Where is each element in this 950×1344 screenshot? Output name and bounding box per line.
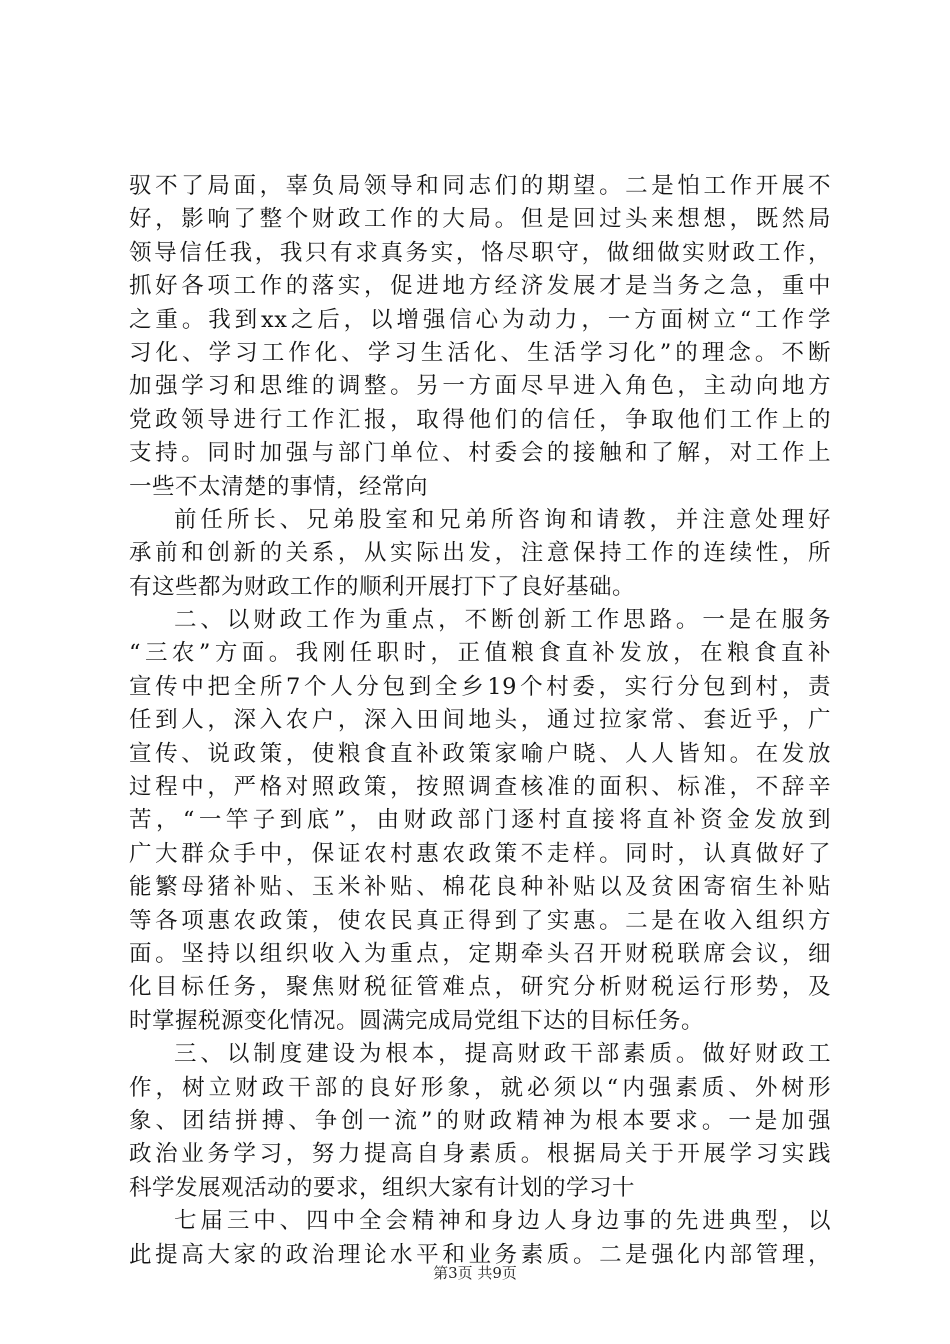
text-line: 科学发展观活动的要求，组织大家有计划的学习十 xyxy=(129,1174,636,1201)
text-line: 宣传中把全所7个人分包到全乡19个村委，实行分包到村，责 xyxy=(129,673,831,700)
text-line: 政治业务学习，努力提高自身素质。根据局关于开展学习实践 xyxy=(129,1141,831,1168)
text-line: 作，树立财政干部的良好形象，就必须以“内强素质、外树形 xyxy=(129,1074,831,1101)
text-line: 支持。同时加强与部门单位、村委会的接触和了解，对工作上 xyxy=(129,440,831,467)
text-line: “三农”方面。我刚任职时，正值粮食直补发放，在粮食直补 xyxy=(129,640,831,667)
text-line: 象、团结拼搏、争创一流”的财政精神为根本要求。一是加强 xyxy=(129,1107,831,1134)
text-line: 化目标任务，聚焦财税征管难点，研究分析财税运行形势，及 xyxy=(129,974,831,1001)
text-line: 任到人，深入农户，深入田间地头，通过拉家常、套近乎，广 xyxy=(129,707,831,734)
text-line: 加强学习和思维的调整。另一方面尽早进入角色，主动向地方 xyxy=(129,373,831,400)
text-line: 好，影响了整个财政工作的大局。但是回过头来想想，既然局 xyxy=(129,206,831,233)
text-line: 一些不太清楚的事情，经常向 xyxy=(129,473,429,500)
text-line: 习化、学习工作化、学习生活化、生活学习化”的理念。不断 xyxy=(129,339,831,366)
body-text xyxy=(129,170,831,1272)
text-line: 等各项惠农政策，使农民真正得到了实惠。二是在收入组织方 xyxy=(129,907,831,934)
text-line: 驭不了局面，辜负局领导和同志们的期望。二是怕工作开展不 xyxy=(129,173,831,199)
text-line: 七届三中、四中全会精神和身边人身边事的先进典型，以 xyxy=(174,1208,831,1235)
text-line: 承前和创新的关系，从实际出发，注意保持工作的连续性，所 xyxy=(129,540,831,567)
text-line: 能繁母猪补贴、玉米补贴、棉花良种补贴以及贫困寄宿生补贴 xyxy=(129,874,831,901)
text-line: 前任所长、兄弟股室和兄弟所咨询和请教，并注意处理好 xyxy=(174,506,831,533)
text-line: 二、以财政工作为重点，不断创新工作思路。一是在服务 xyxy=(174,607,831,634)
text-line: 之重。我到xx之后，以增强信心为动力，一方面树立“工作学 xyxy=(129,306,831,333)
text-line: 党政领导进行工作汇报，取得他们的信任，争取他们工作上的 xyxy=(129,406,831,433)
text-line: 此提高大家的政治理论水平和业务素质。二是强化内部管理， xyxy=(129,1241,831,1268)
text-line: 三、以制度建设为根本，提高财政干部素质。做好财政工 xyxy=(174,1041,831,1068)
text-line: 苦，“一竿子到底”，由财政部门逐村直接将直补资金发放到 xyxy=(129,807,831,834)
text-line: 有这些都为财政工作的顺利开展打下了良好基础。 xyxy=(129,573,636,600)
text-line: 广大群众手中，保证农村惠农政策不走样。同时，认真做好了 xyxy=(129,840,831,867)
page-number-footer: 第3页 共9页 xyxy=(433,1264,517,1282)
text-line: 抓好各项工作的落实，促进地方经济发展才是当务之急，重中 xyxy=(129,273,831,300)
text-line: 面。坚持以组织收入为重点，定期牵头召开财税联席会议，细 xyxy=(129,940,831,967)
text-line: 过程中，严格对照政策，按照调查核准的面积、标准，不辞辛 xyxy=(129,774,831,801)
text-line: 领导信任我，我只有求真务实，恪尽职守，做细做实财政工作， xyxy=(129,239,831,266)
text-line: 时掌握税源变化情况。圆满完成局党组下达的目标任务。 xyxy=(129,1007,705,1034)
text-line: 宣传、说政策，使粮食直补政策家喻户晓、人人皆知。在发放 xyxy=(129,740,831,767)
